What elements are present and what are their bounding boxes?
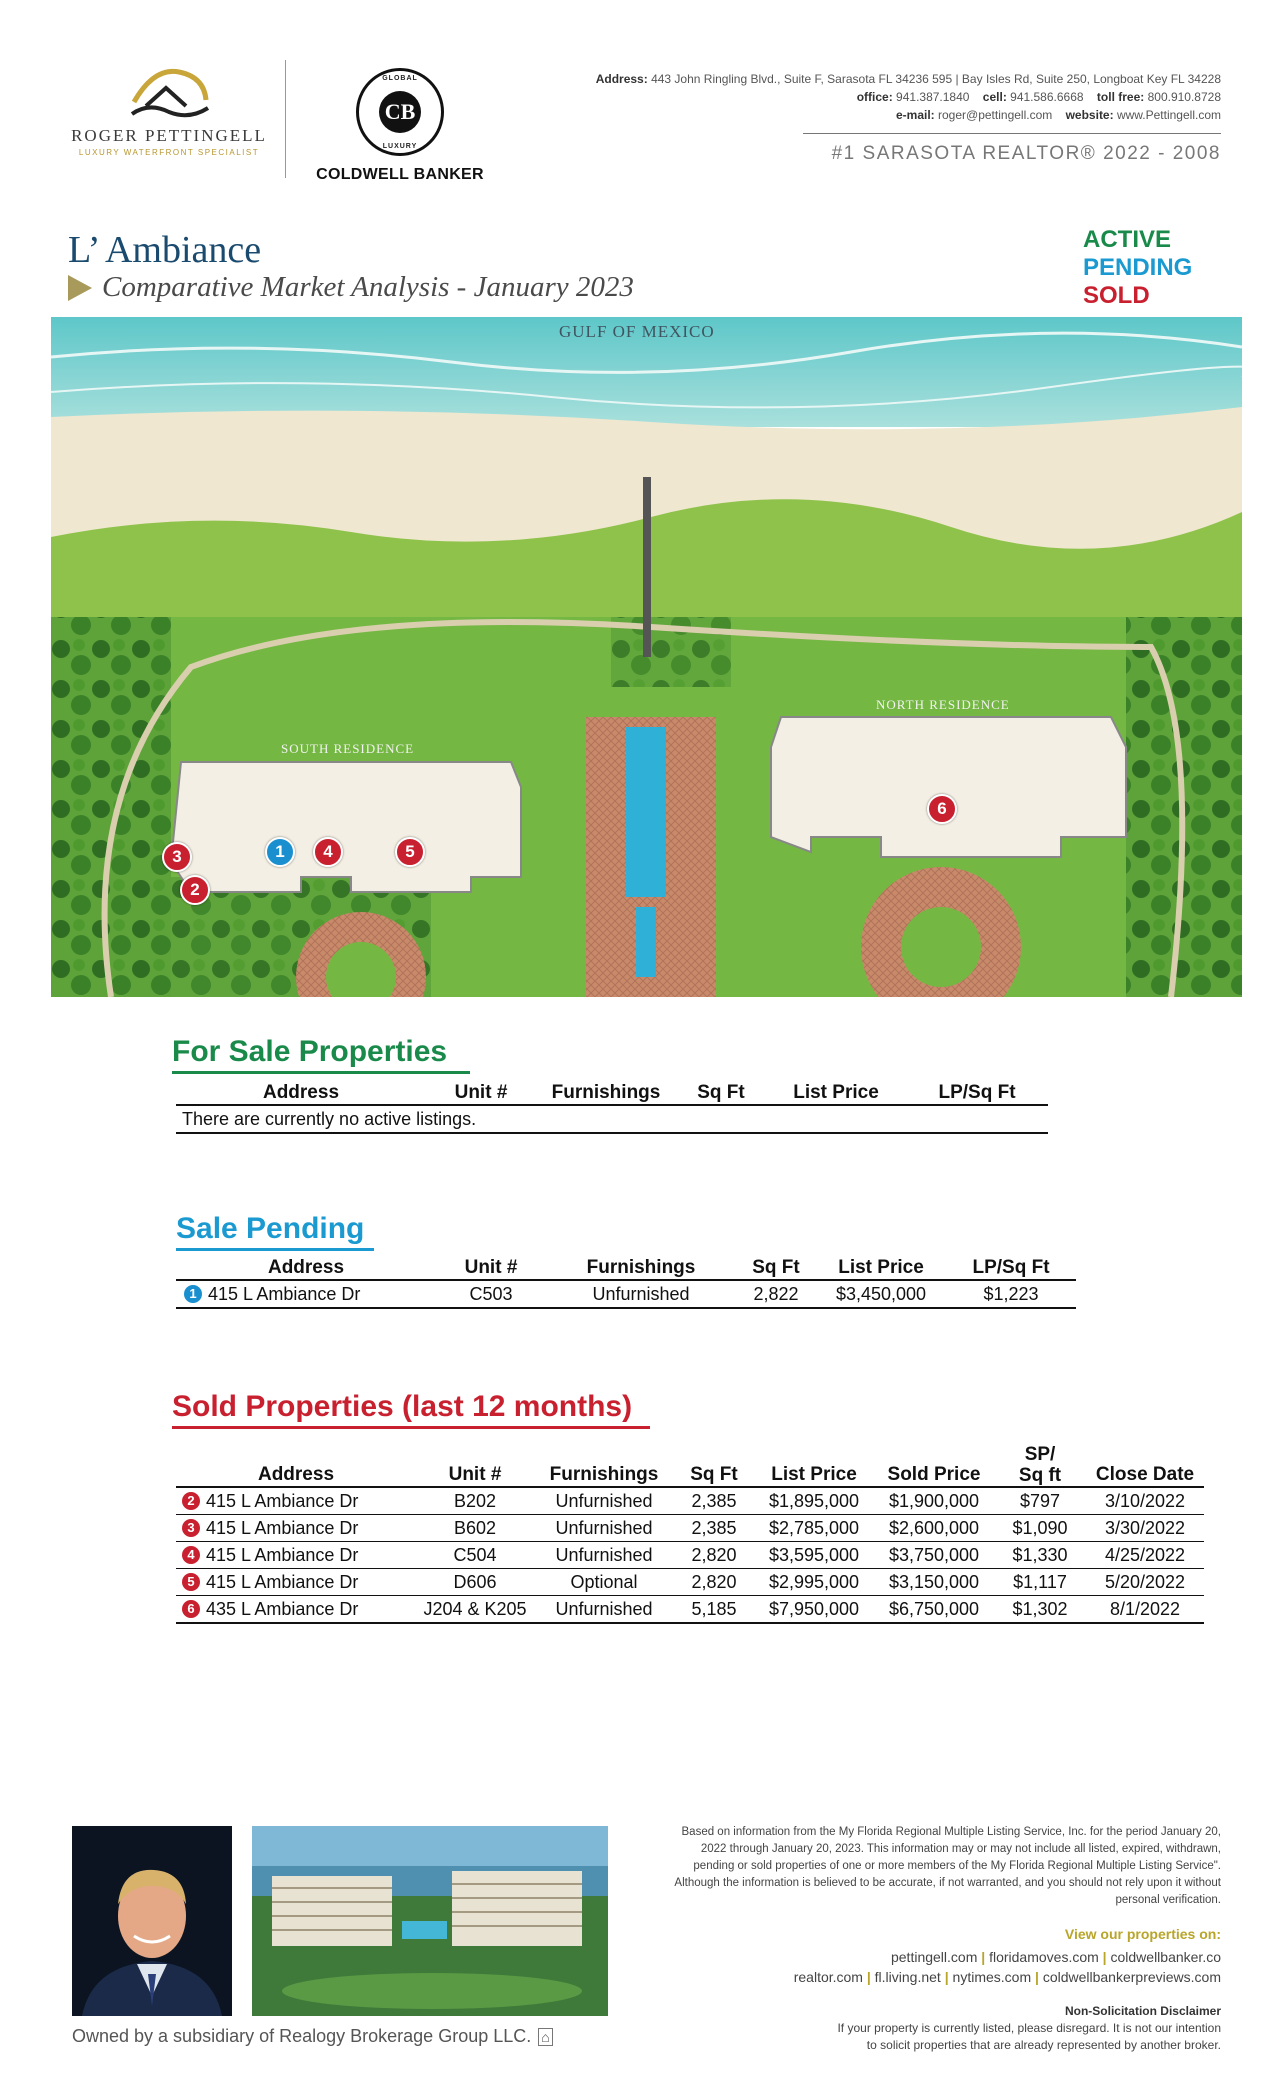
ownership-note bbox=[72, 2026, 553, 2047]
col-sp-sqft bbox=[994, 1444, 1086, 1487]
pending-section bbox=[176, 1212, 374, 1251]
address-cell bbox=[176, 1569, 416, 1596]
unit-cell: C503 bbox=[436, 1280, 546, 1308]
map-marker-6[interactable]: 6 bbox=[927, 794, 957, 824]
sqft-cell: 2,385 bbox=[674, 1487, 754, 1515]
address-line bbox=[596, 70, 1221, 88]
pending-title: Sale Pending bbox=[176, 1212, 365, 1245]
sold-underline bbox=[172, 1426, 650, 1429]
cell-value[interactable]: 941.586.6668 bbox=[1010, 90, 1084, 104]
list-price-cell: $3,450,000 bbox=[816, 1280, 946, 1308]
col-address: Address bbox=[176, 1257, 436, 1280]
close-date-cell: 4/25/2022 bbox=[1086, 1542, 1204, 1569]
pending-table bbox=[176, 1257, 1076, 1309]
col-unit: Unit # bbox=[426, 1082, 536, 1105]
cell-label: cell: bbox=[982, 90, 1007, 104]
wave-house-icon bbox=[124, 62, 214, 122]
list-price-cell: $3,595,000 bbox=[754, 1542, 874, 1569]
sold-row[interactable] bbox=[176, 1569, 1204, 1596]
address-text: 435 L Ambiance Dr bbox=[206, 1598, 359, 1619]
link-cb-previews[interactable]: coldwellbankerpreviews.com bbox=[1042, 1969, 1221, 1985]
address-text: 415 L Ambiance Dr bbox=[206, 1490, 359, 1511]
sold-row[interactable] bbox=[176, 1596, 1204, 1624]
col-list-price: List Price bbox=[816, 1257, 946, 1280]
list-price-cell: $7,950,000 bbox=[754, 1596, 874, 1624]
address-cell bbox=[176, 1515, 416, 1542]
sold-badge: 6 bbox=[182, 1600, 200, 1618]
address-text: 415 L Ambiance Dr bbox=[206, 1544, 359, 1565]
agent-name: ROGER PETTINGELL bbox=[71, 126, 267, 145]
map-marker-1[interactable]: 1 bbox=[265, 837, 295, 867]
for-sale-table bbox=[176, 1082, 1048, 1134]
agent-photo bbox=[72, 1826, 232, 2016]
website-label: website: bbox=[1065, 108, 1114, 122]
global-luxury-seal bbox=[356, 68, 444, 156]
address-cell bbox=[176, 1280, 436, 1308]
nonsolicitation-line-1: If your property is currently listed, please disregard. It is not our intention bbox=[837, 2021, 1221, 2035]
agent-tagline: LUXURY WATERFRONT SPECIALIST bbox=[78, 148, 260, 157]
col-sqft: Sq Ft bbox=[736, 1257, 816, 1280]
link-nytimes[interactable]: nytimes.com bbox=[952, 1969, 1032, 1985]
col-list-price: List Price bbox=[754, 1444, 874, 1487]
email-label: e-mail: bbox=[895, 108, 935, 122]
map-marker-4[interactable]: 4 bbox=[313, 837, 343, 867]
broker-name: COLDWELL BANKER bbox=[316, 166, 484, 183]
site-plan-map bbox=[51, 317, 1242, 997]
sold-title: Sold Properties (last 12 months) bbox=[172, 1390, 633, 1423]
list-price-cell: $1,895,000 bbox=[754, 1487, 874, 1515]
sold-price-cell: $6,750,000 bbox=[874, 1596, 994, 1624]
sold-badge: 5 bbox=[182, 1573, 200, 1591]
unit-cell: B202 bbox=[416, 1487, 534, 1515]
contact-divider bbox=[803, 133, 1221, 134]
nonsolicitation-text bbox=[661, 2020, 1221, 2054]
col-list-price: List Price bbox=[766, 1082, 906, 1105]
sold-header-row bbox=[176, 1444, 1204, 1487]
sp-sqft-cell: $1,090 bbox=[994, 1515, 1086, 1542]
tollfree-value[interactable]: 800.910.8728 bbox=[1147, 90, 1221, 104]
sold-price-cell: $3,150,000 bbox=[874, 1569, 994, 1596]
sold-price-cell: $2,600,000 bbox=[874, 1515, 994, 1542]
roger-pettingell-logo bbox=[64, 62, 274, 182]
sp-sqft-cell: $1,302 bbox=[994, 1596, 1086, 1624]
col-lp-sqft: LP/Sq Ft bbox=[906, 1082, 1048, 1105]
sp-sqft-cell: $1,330 bbox=[994, 1542, 1086, 1569]
col-sp-line2: Sq ft bbox=[1018, 1465, 1062, 1486]
lp-sqft-cell: $1,223 bbox=[946, 1280, 1076, 1308]
pending-badge: 1 bbox=[184, 1285, 202, 1303]
sqft-cell: 2,385 bbox=[674, 1515, 754, 1542]
legend-sold: SOLD bbox=[1083, 282, 1150, 309]
sold-price-cell: $3,750,000 bbox=[874, 1542, 994, 1569]
unit-cell: J204 & K205 bbox=[416, 1596, 534, 1624]
address-text: 415 L Ambiance Dr bbox=[206, 1571, 359, 1592]
col-lp-sqft: LP/Sq Ft bbox=[946, 1257, 1076, 1280]
sp-sqft-cell: $797 bbox=[994, 1487, 1086, 1515]
pending-row[interactable] bbox=[176, 1280, 1076, 1308]
col-furnishings: Furnishings bbox=[534, 1444, 674, 1487]
gulf-label: GULF OF MEXICO bbox=[559, 322, 715, 341]
mls-disclaimer: Based on information from the My Florida Regional Multiple Listing Service, Inc. for the period January 20, 2022 through January 20, 2023. This information may or may not include all listed, expired, withdrawn, pending or sold properties of one or more members of the My Florida Regional Multiple Listing Service". Although the information is believed to be accurate, if not warranted, and you should not rely upon it without personal verification. bbox=[674, 1826, 1221, 1906]
status-legend bbox=[1083, 226, 1192, 310]
link-pettingell[interactable]: pettingell.com bbox=[890, 1949, 978, 1965]
address-text: 415 L Ambiance Dr bbox=[206, 1517, 359, 1538]
nonsolicitation-title: Non-Solicitation Disclaimer bbox=[1064, 2004, 1221, 2018]
sold-section bbox=[172, 1390, 650, 1429]
tollfree-label: toll free: bbox=[1096, 90, 1145, 104]
col-address: Address bbox=[176, 1082, 426, 1105]
sold-badge: 2 bbox=[182, 1492, 200, 1510]
for-sale-underline bbox=[172, 1071, 470, 1074]
sp-sqft-cell: $1,117 bbox=[994, 1569, 1086, 1596]
subtitle-text: Comparative Market Analysis - January 2023 bbox=[102, 271, 634, 303]
sold-row[interactable] bbox=[176, 1487, 1204, 1515]
address-cell bbox=[176, 1596, 416, 1624]
link-separator: | bbox=[1035, 1969, 1039, 1985]
unit-cell: C504 bbox=[416, 1542, 534, 1569]
link-separator: | bbox=[866, 1969, 871, 1985]
sold-badge: 4 bbox=[182, 1546, 200, 1564]
equal-housing-icon: ⌂ bbox=[538, 2028, 552, 2046]
nonsolicitation-line-2: to solicit properties that are already represented by another broker. bbox=[866, 2038, 1221, 2052]
seal-ring-bottom: LUXURY bbox=[382, 143, 418, 150]
office-value[interactable]: 941.387.1840 bbox=[896, 90, 970, 104]
link-coldwellbanker[interactable]: coldwellbanker.co bbox=[1110, 1949, 1221, 1965]
phone-line bbox=[596, 88, 1221, 106]
col-furnishings: Furnishings bbox=[536, 1082, 676, 1105]
links-row-1 bbox=[794, 1947, 1221, 1967]
col-sp-line1: SP/ bbox=[1024, 1444, 1056, 1465]
col-sqft: Sq Ft bbox=[676, 1082, 766, 1105]
furnishings-cell: Unfurnished bbox=[534, 1487, 674, 1515]
logo-divider bbox=[285, 60, 286, 178]
email-link[interactable]: roger@pettingell.com bbox=[938, 108, 1053, 122]
col-close-date: Close Date bbox=[1086, 1444, 1204, 1487]
realtor-ranking: #1 SARASOTA REALTOR® 2022 - 2008 bbox=[831, 143, 1221, 164]
col-address: Address bbox=[176, 1444, 416, 1487]
link-realtor[interactable]: realtor.com bbox=[793, 1969, 863, 1985]
sqft-cell: 2,822 bbox=[736, 1280, 816, 1308]
list-price-cell: $2,785,000 bbox=[754, 1515, 874, 1542]
link-separator: | bbox=[1102, 1949, 1107, 1965]
sqft-cell: 5,185 bbox=[674, 1596, 754, 1624]
sold-badge: 3 bbox=[182, 1519, 200, 1537]
map-marker-2[interactable]: 2 bbox=[180, 875, 210, 905]
building-aerial-image bbox=[252, 1826, 608, 2016]
col-furnishings: Furnishings bbox=[546, 1257, 736, 1280]
legend-active: ACTIVE bbox=[1083, 226, 1172, 253]
address-label: Address: bbox=[595, 72, 648, 86]
map-marker-5[interactable]: 5 bbox=[395, 837, 425, 867]
page-title: L’ Ambiance bbox=[68, 229, 262, 271]
contact-block bbox=[596, 70, 1221, 124]
website-link[interactable]: www.Pettingell.com bbox=[1116, 108, 1221, 122]
sqft-cell: 2,820 bbox=[674, 1542, 754, 1569]
col-unit: Unit # bbox=[416, 1444, 534, 1487]
agent-portrait-image bbox=[72, 1826, 232, 2016]
furnishings-cell: Unfurnished bbox=[546, 1280, 736, 1308]
cb-monogram: CB bbox=[379, 91, 421, 133]
ownership-text: Owned by a subsidiary of Realogy Brokerage Group LLC. bbox=[72, 2026, 532, 2046]
south-residence-label: SOUTH RESIDENCE bbox=[281, 741, 415, 756]
close-date-cell: 8/1/2022 bbox=[1086, 1596, 1204, 1624]
close-date-cell: 3/30/2022 bbox=[1086, 1515, 1204, 1542]
link-separator: | bbox=[944, 1969, 949, 1985]
building-photo bbox=[252, 1826, 608, 2016]
furnishings-cell: Unfurnished bbox=[534, 1515, 674, 1542]
sold-price-cell: $1,900,000 bbox=[874, 1487, 994, 1515]
for-sale-header-row bbox=[176, 1082, 1048, 1105]
address-cell bbox=[176, 1487, 416, 1515]
furnishings-cell: Optional bbox=[534, 1569, 674, 1596]
col-sold-price: Sold Price bbox=[874, 1444, 994, 1487]
empty-message: There are currently no active listings. bbox=[176, 1105, 1048, 1133]
close-date-cell: 3/10/2022 bbox=[1086, 1487, 1204, 1515]
coldwell-banker-logo bbox=[305, 68, 495, 184]
col-sqft: Sq Ft bbox=[674, 1444, 754, 1487]
sold-row[interactable] bbox=[176, 1515, 1204, 1542]
email-line bbox=[596, 106, 1221, 124]
for-sale-title: For Sale Properties bbox=[172, 1035, 448, 1068]
address-value: 443 John Ringling Blvd., Suite F, Sarasota FL 34236 595 | Bay Isles Rd, Suite 250, Longboat Key FL 34228 bbox=[651, 72, 1221, 86]
empty-row bbox=[176, 1105, 1048, 1133]
unit-cell: B602 bbox=[416, 1515, 534, 1542]
seal-ring-top: GLOBAL bbox=[382, 75, 418, 82]
close-date-cell: 5/20/2022 bbox=[1086, 1569, 1204, 1596]
map-marker-3[interactable]: 3 bbox=[162, 842, 192, 872]
sold-table bbox=[176, 1444, 1204, 1624]
pending-header-row bbox=[176, 1257, 1076, 1280]
play-triangle-icon bbox=[68, 275, 92, 301]
office-label: office: bbox=[856, 90, 893, 104]
property-links bbox=[794, 1947, 1221, 1987]
north-residence-label: NORTH RESIDENCE bbox=[876, 697, 1010, 712]
page-subtitle bbox=[68, 271, 634, 304]
for-sale-section bbox=[172, 1035, 470, 1074]
furnishings-cell: Unfurnished bbox=[534, 1596, 674, 1624]
link-separator: | bbox=[981, 1949, 986, 1965]
sold-row[interactable] bbox=[176, 1542, 1204, 1569]
list-price-cell: $2,995,000 bbox=[754, 1569, 874, 1596]
col-unit: Unit # bbox=[436, 1257, 546, 1280]
furnishings-cell: Unfurnished bbox=[534, 1542, 674, 1569]
site-plan-illustration bbox=[51, 317, 1242, 997]
pending-underline bbox=[176, 1248, 374, 1251]
address-cell bbox=[176, 1542, 416, 1569]
legend-pending: PENDING bbox=[1083, 254, 1193, 281]
unit-cell: D606 bbox=[416, 1569, 534, 1596]
link-fl-living[interactable]: fl.living.net bbox=[874, 1969, 941, 1985]
address-text: 415 L Ambiance Dr bbox=[208, 1283, 361, 1304]
links-row-2 bbox=[794, 1967, 1221, 1987]
sqft-cell: 2,820 bbox=[674, 1569, 754, 1596]
view-properties-heading: View our properties on: bbox=[1064, 1926, 1221, 1942]
link-floridamoves[interactable]: floridamoves.com bbox=[989, 1949, 1099, 1965]
